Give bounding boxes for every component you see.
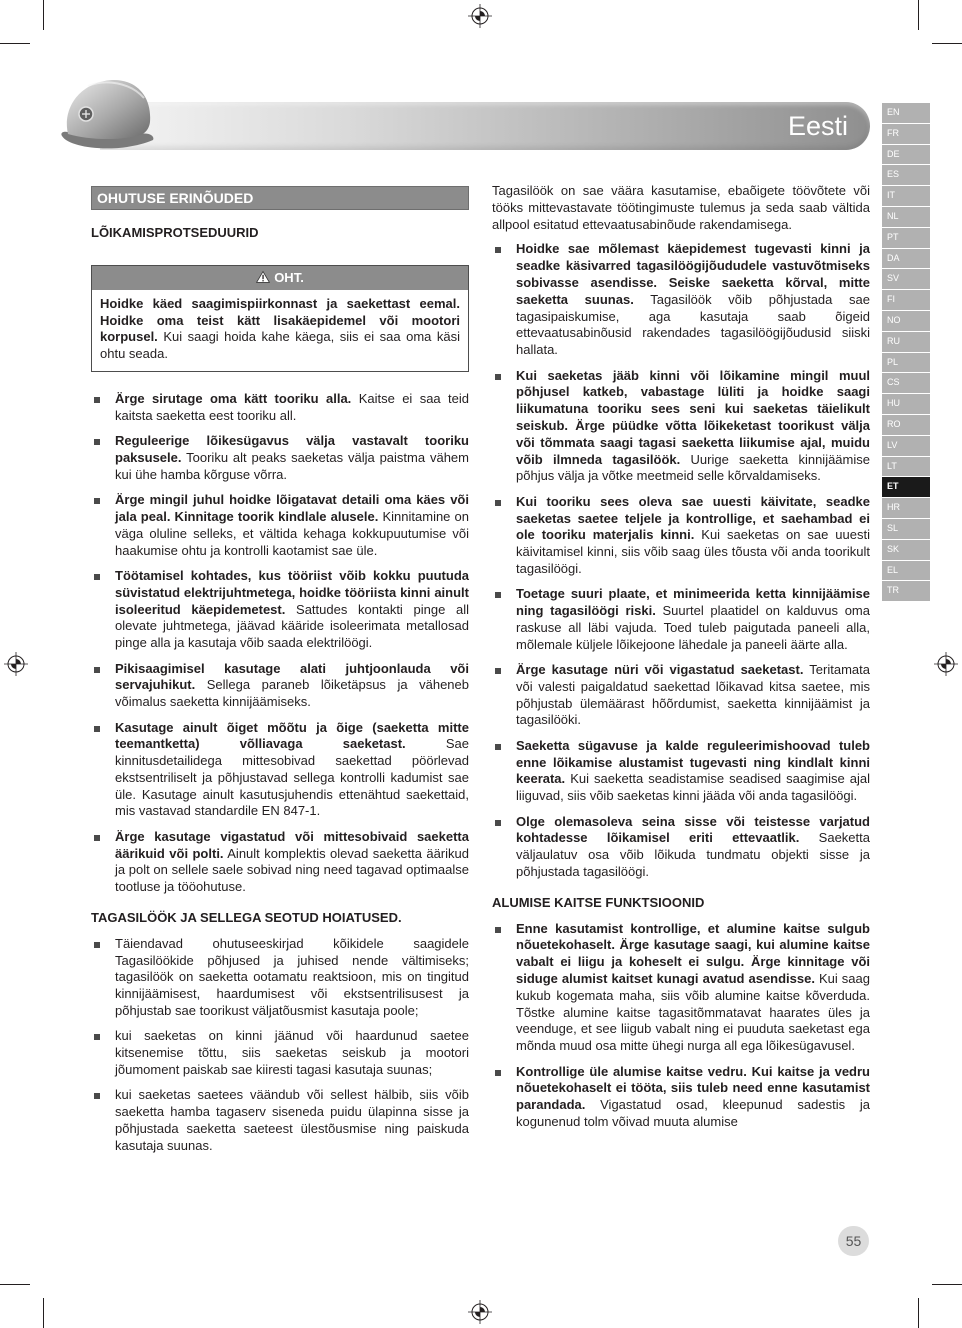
warning-triangle-icon bbox=[256, 271, 270, 283]
crop-mark bbox=[0, 1284, 30, 1285]
language-tab: NO bbox=[882, 311, 930, 331]
list-item-text: Vigastatud osad, kleepunud sadestis ja kogunenud tolm võivad muuta alumise bbox=[516, 1097, 870, 1129]
language-header-banner bbox=[100, 102, 870, 150]
list-item bbox=[492, 738, 870, 805]
crop-mark bbox=[0, 43, 30, 44]
list-item-text: Kui saag kukub kogemata maha, siis võib alumine kaitse kõverduda. Tõstke alumine kaitse tagasitõmmatavat haarates üles ja veenduge, et see liigub vabalt ning ei puuduta saeketast ega mõnda muud osa mitte ühegi nurga all ega lõikesügavusel. bbox=[516, 971, 870, 1054]
left-column bbox=[91, 186, 469, 1163]
list-item-lead: Ärge sirutage oma kätt tooriku alla. bbox=[115, 390, 352, 406]
list-item bbox=[91, 391, 469, 425]
crop-mark bbox=[43, 1298, 44, 1328]
language-tab: EN bbox=[882, 103, 930, 123]
list-item bbox=[91, 433, 469, 483]
warning-lead: Hoidke käed saagimispiirkonnast ja saekettast eemal. Hoidke oma teist kätt lisakäepidemel või mootori korpusel. bbox=[100, 295, 460, 345]
list-item-text: Sattudes kontakti pinge all olevate juhtmetega, jäävad kääride isoleerimata metallosad pinge alla ja kasutaja võib saada elektrilöögi. bbox=[115, 601, 469, 651]
language-tab: LT bbox=[882, 457, 930, 477]
list-item-text: Sellega paraneb lõiketäpsus ja väheneb võimalus saeketta kinnijäämiseks. bbox=[115, 677, 469, 710]
warning-label: OHT. bbox=[274, 269, 304, 285]
section-title: OHUTUSE ERINÕUDED bbox=[91, 186, 469, 210]
crop-mark bbox=[932, 43, 962, 44]
danger-warning-box bbox=[91, 265, 469, 372]
list-item bbox=[492, 814, 870, 881]
list-item bbox=[91, 829, 469, 896]
list-item-text: Saeketta väljaulatuv osa võib lõikuda tundmatu objekti sisse ja põhjustada tagasilöögi. bbox=[516, 830, 870, 880]
kickback-intro-paragraph: Tagasilöök on sae väära kasutamise, ebaõigete töövõtete või tööks mittevastavate töötingimuste tulemus ja seda saab vältida allpool esitatud ettevaatusabinõude rakendamisega. bbox=[492, 183, 870, 232]
language-tab: EL bbox=[882, 561, 930, 581]
language-tab-active: ET bbox=[882, 477, 930, 497]
registration-mark-icon bbox=[468, 1300, 492, 1324]
cutting-procedure-list bbox=[91, 391, 469, 896]
list-item-lead: Töötamisel kohtades, kus tööriist võib kokku puutuda süvistatud elektrijuhtmetega, hoidke tööriista kinni ainult isoleeritud käepidemetest. bbox=[115, 567, 469, 617]
list-item-lead: Reguleerige lõikesügavus välja vastavalt tooriku paksusele. bbox=[115, 433, 469, 465]
list-item bbox=[492, 586, 870, 653]
list-item bbox=[492, 662, 870, 729]
kickback-precautions-list bbox=[492, 241, 870, 880]
list-item bbox=[91, 1028, 469, 1078]
list-item-lead: Saeketta sügavuse ja kalde reguleerimishoovad tuleb enne lõikamise alustamist tugevasti ning kindlalt kinni keerata. bbox=[516, 737, 870, 787]
list-item bbox=[492, 921, 870, 1055]
language-tab: IT bbox=[882, 186, 930, 206]
language-tab: HR bbox=[882, 498, 930, 518]
list-item bbox=[492, 368, 870, 486]
list-item-text: Kinnitamine on väga oluline selleks, et vältida kehaga kokkupuutumise või haakumise ohtu ja kontrolli kaotamist sae üle. bbox=[115, 508, 469, 558]
subheading: LÕIKAMISPROTSEDUURID bbox=[91, 225, 259, 240]
list-item bbox=[492, 1064, 870, 1131]
warning-body bbox=[92, 290, 468, 371]
language-tab: ES bbox=[882, 165, 930, 185]
list-item-lead: Kontrollige üle alumise kaitse vedru. Kui kaitse ja vedru nõuetekohaselt ei tööta, siis tuleb need enne kasutamist parandada. bbox=[516, 1063, 870, 1113]
list-item bbox=[91, 568, 469, 652]
language-tab: FI bbox=[882, 290, 930, 310]
language-tab: NL bbox=[882, 207, 930, 227]
warning-text: Kui saagi hoida kahe käega, siis ei saa oma käsi ohtu seada. bbox=[100, 329, 460, 362]
list-item-text: Kaitse ei saa teid kaitsta saeketta eest tooriku all. bbox=[115, 390, 469, 423]
list-item-lead: Olge olemasoleva seina sisse või teistesse varjatud kohtadesse lõikamisel eriti ettevaatlik. bbox=[516, 813, 870, 846]
list-item bbox=[91, 720, 469, 821]
list-item-text: Kui saeketta seadistamise seadised saagimise ajal liiguvad, siis võib saeketas kinni jääda või anda tagasilöögi. bbox=[516, 771, 870, 804]
page-number: 55 bbox=[838, 1226, 869, 1256]
warning-header bbox=[92, 266, 468, 290]
registration-mark-icon bbox=[468, 4, 492, 28]
list-item-lead: Ärge mingil juhul hoidke lõigatavat detaili oma käes või jala peal. Kinnitage toorik kindlale alusele. bbox=[115, 492, 469, 524]
crop-mark bbox=[43, 0, 44, 30]
safety-helmet-icon bbox=[60, 74, 156, 156]
registration-mark-icon bbox=[4, 652, 28, 676]
language-tab: SK bbox=[882, 540, 930, 560]
page-title: Eesti bbox=[787, 111, 848, 141]
kickback-causes-list bbox=[91, 936, 469, 1155]
language-tab: SV bbox=[882, 269, 930, 289]
language-tab-strip bbox=[882, 103, 930, 602]
lower-guard-heading: ALUMISE KAITSE FUNKTSIOONID bbox=[492, 894, 705, 910]
crop-mark bbox=[918, 0, 919, 30]
language-tab: SL bbox=[882, 519, 930, 539]
language-tab: LV bbox=[882, 436, 930, 456]
list-item-text: Sae kinnitusdetailidega mittesobivad saekettad pöörlevad ekstsentriliselt ja põhjustavad sellega kontrolli kadumist sae üle. Kasutage ainult kasutusjuhendis ettenähtud saekettaid, mis vastavad standardile EN 847-1. bbox=[115, 736, 469, 819]
list-item-lead: Enne kasutamist kontrollige, et alumine kaitse sulgub nõuetekohaselt. Ärge kasutage saagi, kui alumine kaitse vabalt ei liigu ja koheselt ei sulgu. Ärge kinnitage või siduge alumist kaitset kunagi avatud asendisse. bbox=[516, 920, 870, 987]
list-item-text: Ainult komplektis olevad saeketta äärikud ja polt on sellele saele sobivad ning need tagavad optimaalse tootluse ja tööohutuse. bbox=[115, 845, 469, 895]
kickback-heading: TAGASILÖÖK JA SELLEGA SEOTUD HOIATUSED. bbox=[91, 910, 402, 926]
list-item-text: Tagasilöök võib põhjustada sae tagasipaiskumise, aga kasutaja saab õigeid ettevaatusabinõusid rakendades tagasilöögijõudusid siiski hallata. bbox=[516, 291, 870, 358]
language-tab: PT bbox=[882, 228, 930, 248]
registration-mark-icon bbox=[934, 652, 958, 676]
language-tab: PL bbox=[882, 353, 930, 373]
language-tab: RO bbox=[882, 415, 930, 435]
language-tab: CS bbox=[882, 373, 930, 393]
language-tab: HU bbox=[882, 394, 930, 414]
list-item-lead: Toetage suuri plaate, et minimeerida ketta kinnijäämise ning tagasilöögi riski. bbox=[516, 586, 870, 619]
list-item-lead: Kasutage ainult õiget mõõtu ja õige (saeketta mitte teemantketta) võlliavaga saeketast. bbox=[115, 719, 469, 752]
list-item bbox=[91, 661, 469, 711]
list-item bbox=[91, 936, 469, 1020]
list-item-text: Täiendavad ohutuseeskirjad kõikidele saagidele Tagasilöökide põhjused ja juhised nende vältimiseks; tagasilöök on saeketta ootamatu reaktsioon, mis on tingitud kinnijäämisest, haardumisest või ekstsentrilisusest ja põhjustab sae toorikust väljatõusmist kasutaja poole; bbox=[115, 935, 469, 1019]
language-tab: RU bbox=[882, 332, 930, 352]
right-column bbox=[492, 183, 870, 1139]
list-item-text: Suurtel plaatidel on kalduvus oma raskuse all läbi vajuda. Toed tuleb paigutada paneeli alla, mõlemale küljele lõikejoone lähedale ja paneeli äärte alla. bbox=[516, 603, 870, 652]
list-item-text: Uurige saeketta kinnijäämise põhjus välja ja võtke meetmeid selle kõrvaldamiseks. bbox=[516, 451, 870, 484]
list-item-text: Kui saeketas on sae uuesti käivitamisel kinni, siis võib saag üles tõusta või anda toorikult tagasilöögi. bbox=[516, 527, 870, 576]
language-tab: FR bbox=[882, 124, 930, 144]
list-item-lead: Hoidke sae mõlemast käepidemest tugevasti kinni ja seadke käsivarred tagasilöögijõududele vastuvõtmiseks sobivasse asendisse. Seiske saeketta kõrval, mitte saeketta suunas. bbox=[516, 241, 870, 307]
list-item bbox=[492, 494, 870, 578]
crop-mark bbox=[918, 1298, 919, 1328]
list-item-text: Teritamata või valesti paigaldatud saekettad lõikavad kitsa saetee, mis põhjustab ülemäärast hõõrdumist, saeketta kinnijäämist ja tagasilööki. bbox=[516, 662, 870, 728]
list-item bbox=[91, 492, 469, 559]
list-item-lead: Kui saeketas jääb kinni või lõikamine mingil muul põhjusel katkeb, vabastage lüliti ja hoidke saagi liikumatuna tooriku sees seni kui saeketas täielikult seiskub. Ärge püüdke võtta lõikeketast toorikust välja või tõmmata saagi tagasi saeketta liikumise ajal, muidu võib ilmneda tagasilöök. bbox=[516, 367, 870, 467]
list-item-text: kui saeketas on kinni jäänud või haardunud saetee kitsenemise tõttu, siis saeketas seiskub ja mootori jõumoment paiskab sae kiiresti tagasi kasutaja suunas; bbox=[115, 1028, 469, 1078]
language-tab: DA bbox=[882, 249, 930, 269]
language-tab: DE bbox=[882, 145, 930, 165]
list-item-lead: Ärge kasutage nüri või vigastatud saeketast. bbox=[516, 662, 804, 678]
list-item-text: kui saeketas saetees väändub või sellest hälbib, siis võib saeketta hamba tagaserv siseneda puidu ülapinna sisse ja põhjustada saeketta saeteest ülestõusmise ning paiskuda kasutaja suunas. bbox=[115, 1087, 469, 1153]
list-item bbox=[492, 241, 870, 359]
list-item-lead: Ärge kasutage vigastatud või mittesobivaid saeketta äärikuid või polti. bbox=[115, 828, 469, 861]
language-tab: TR bbox=[882, 581, 930, 601]
crop-mark bbox=[932, 1284, 962, 1285]
lower-guard-list bbox=[492, 921, 870, 1131]
list-item-text: Tooriku alt peaks saeketas välja paistma vähem kui ühe hamba kõrguse võrra. bbox=[115, 449, 469, 482]
list-item-lead: Kui tooriku sees oleva sae uuesti käivitate, seadke saeketas saetee teljele ja kontrollige, et saehambad ei ole tooriku materjalis kinni. bbox=[516, 493, 870, 543]
list-item bbox=[91, 1087, 469, 1154]
list-item-lead: Pikisaagimisel kasutage alati juhtjoonlauda või servajuhikut. bbox=[115, 660, 469, 693]
